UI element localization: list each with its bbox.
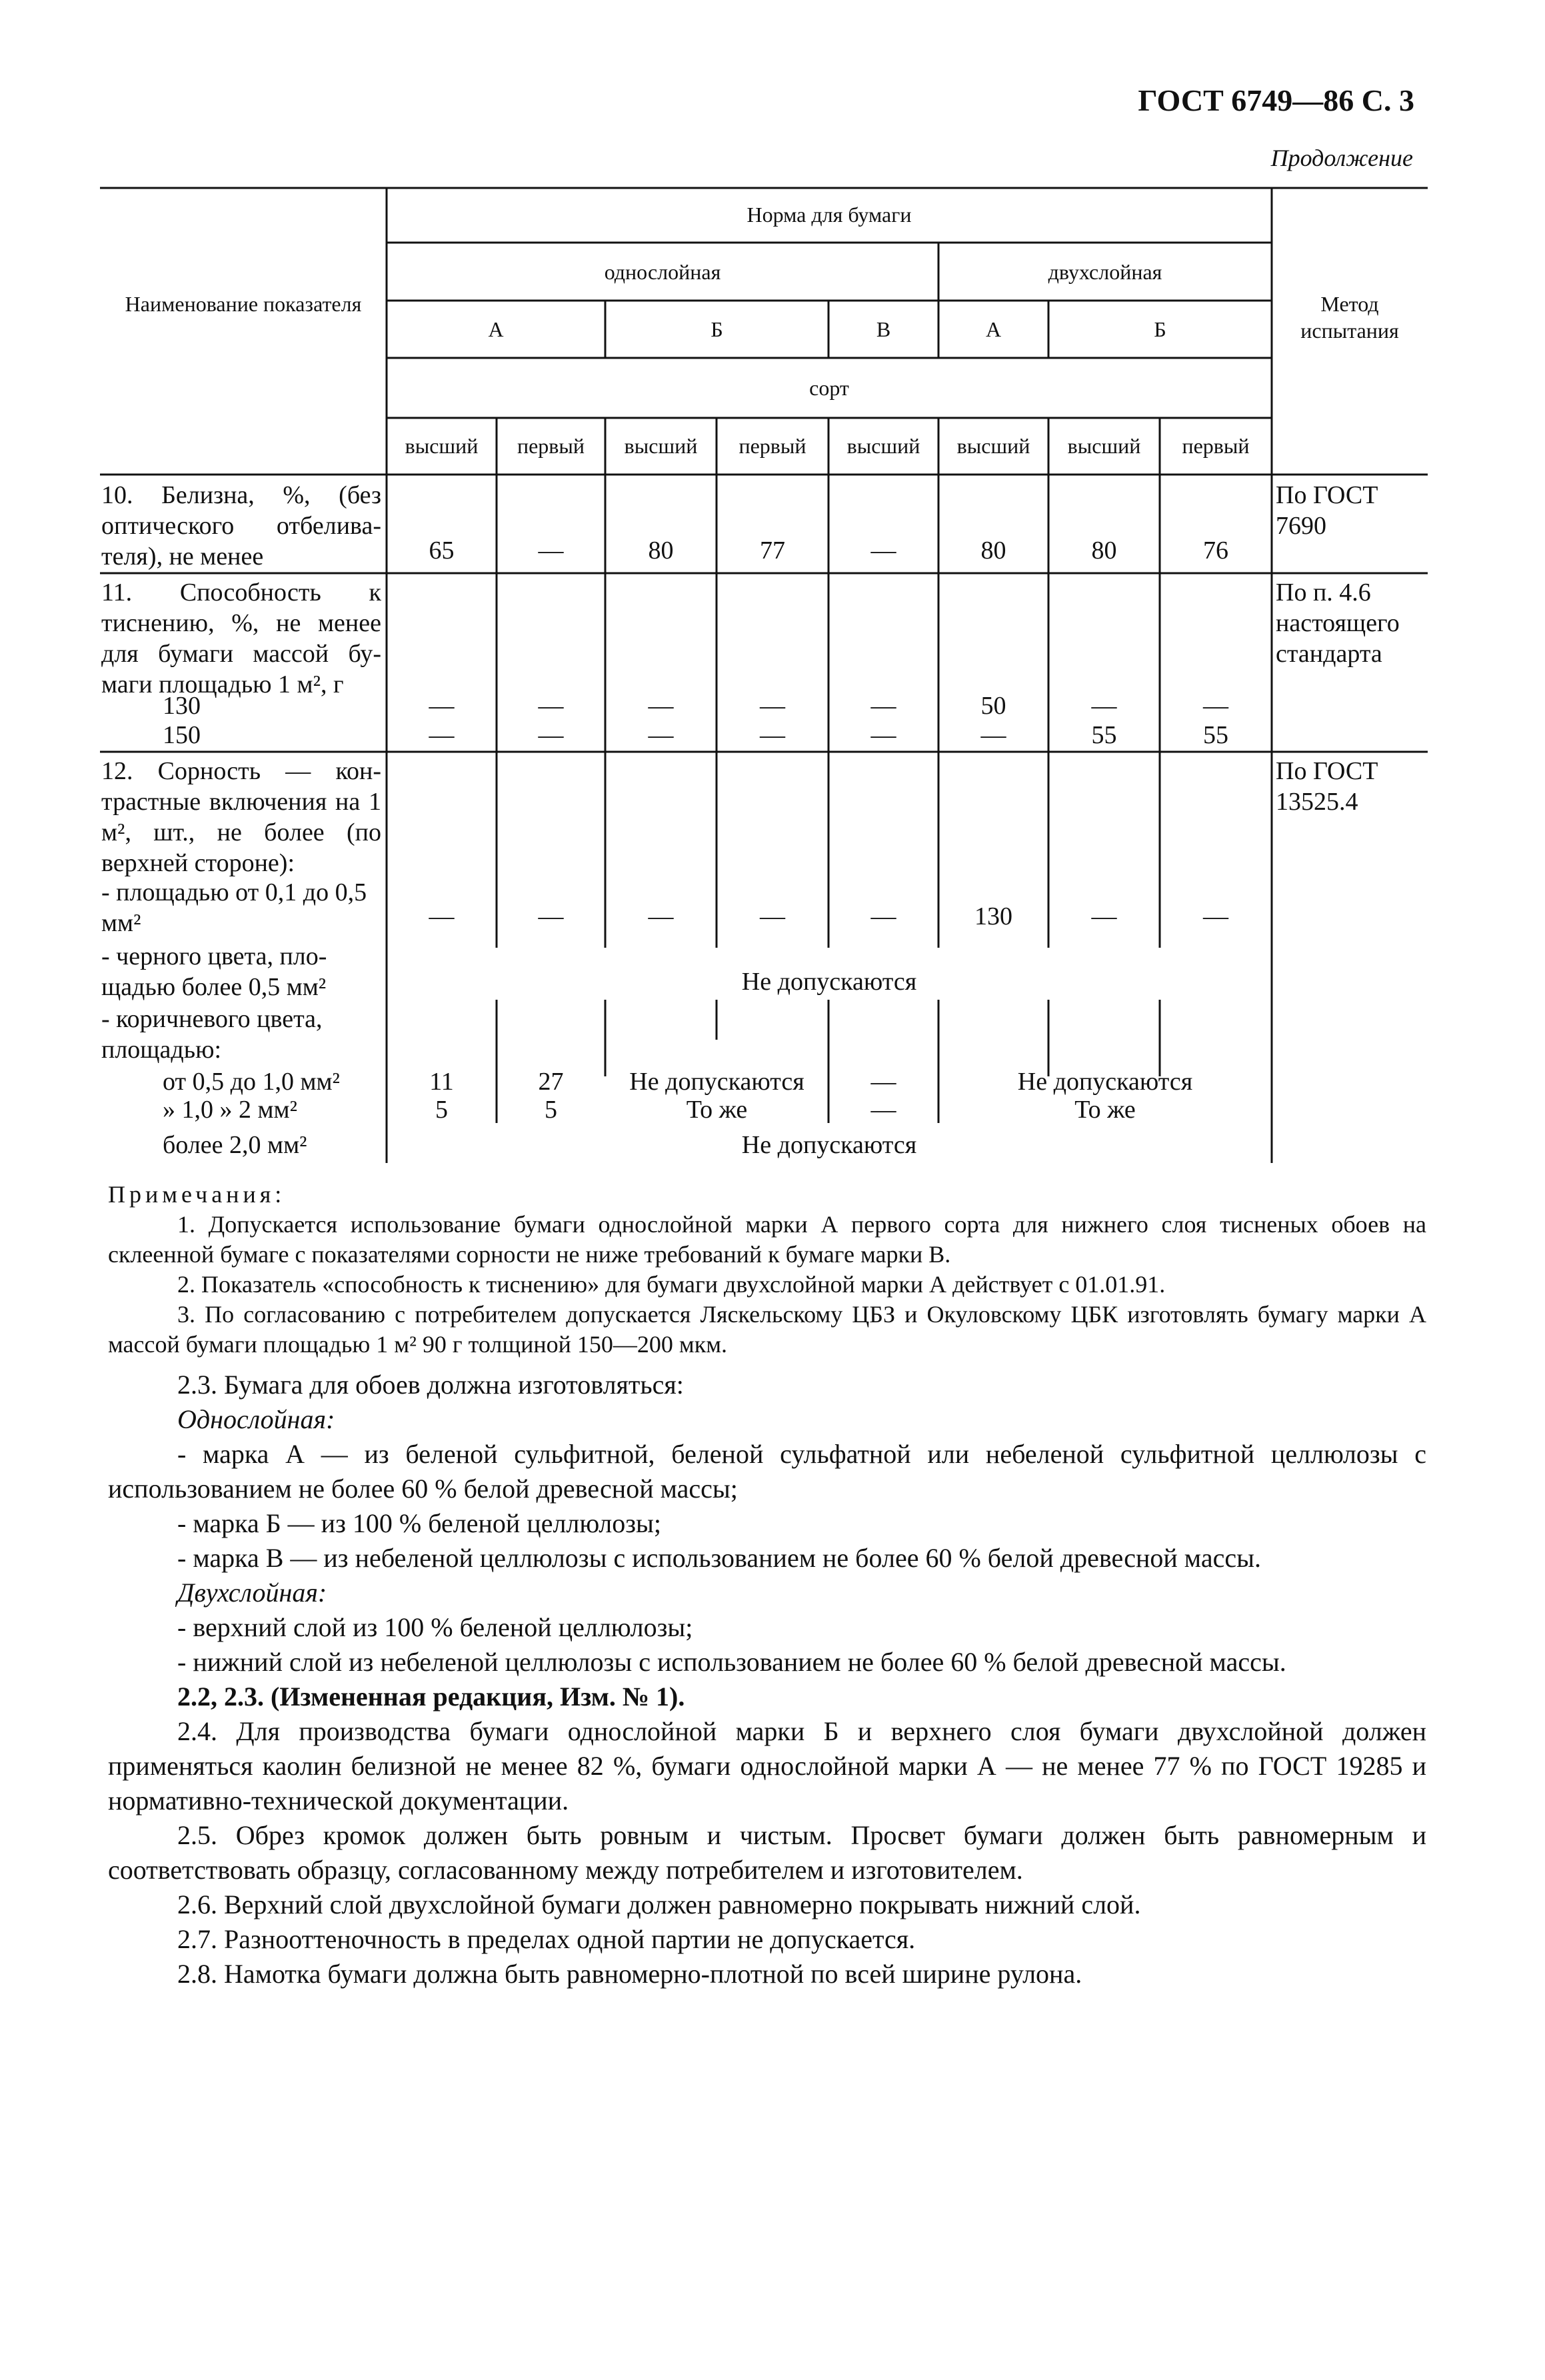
row12-c2-value: 5 (435, 1096, 448, 1124)
row12-c1-label: от 0,5 до 1,0 мм² (163, 1068, 340, 1096)
row12-method: По ГОСТ 13525.4 (1276, 757, 1378, 816)
clause-2-6: 2.6. Верхний слой двухслойной бумаги должен равномерно покрывать нижний слой. (177, 1889, 1141, 1919)
sort-3: высший (624, 434, 698, 458)
grade-double-b: Б (1154, 317, 1166, 341)
row12-c-label: - коричневого цвета, площадью: (101, 1005, 323, 1064)
sort-5: высший (846, 434, 920, 458)
header-double: двухслойная (1048, 260, 1162, 284)
header-single: однослойная (604, 260, 721, 284)
row11-weight-130: 130 (163, 692, 201, 720)
row10-name: 10. Белизна, %, (без оптического отбелива-теля), не менее (101, 481, 381, 571)
row11-130-value: — (648, 692, 674, 720)
header-name: Наименование показателя (125, 292, 362, 316)
grade-single-a: А (488, 317, 504, 341)
continuation-label: Продолжение (1270, 145, 1413, 171)
row12-c1-value: Не допускаются (1017, 1068, 1193, 1096)
row11-method: По п. 4.6 настоящего стандарта (1276, 579, 1400, 668)
row11-150-value: — (870, 721, 896, 749)
row12-a-value: — (429, 902, 455, 930)
row10-method: По ГОСТ 7690 (1276, 481, 1378, 540)
row12-b-value: Не допускаются (741, 968, 917, 996)
clause-2-8: 2.8. Намотка бумаги должна быть равномерно-плотной по всей ширине рулона. (177, 1959, 1082, 1989)
row10-value: 76 (1203, 537, 1228, 565)
row12-c1-value: 27 (538, 1068, 564, 1096)
row12-a-value: — (870, 902, 896, 930)
notes-block (108, 1180, 1426, 1360)
row10-value: 77 (760, 537, 785, 565)
grade-v-text: - марка В — из небеленой целлюлозы с использованием не более 60 % белой древесной массы. (177, 1543, 1261, 1573)
row10-value: 65 (429, 537, 455, 565)
row12-a-value: — (648, 902, 674, 930)
row12-c2-value: То же (686, 1096, 748, 1124)
row11-130-value: — (1091, 692, 1117, 720)
double-layer-heading: Двухслойная: (177, 1578, 327, 1608)
row11-150-value: 55 (1091, 721, 1117, 749)
row12-c3-value: Не допускаются (741, 1131, 917, 1159)
clause-2-4: 2.4. Для производства бумаги однослойной марки Б и верхнего слоя бумаги двухслойной должен применяться каолин белизной не менее 82 %, бумаги однослойной марки А — не менее 77 % по ГОСТ 19285 и нормативно-технической документации. (108, 1716, 1426, 1815)
row12-c2-value: То же (1074, 1096, 1136, 1124)
row11-130-value: — (1203, 692, 1228, 720)
note-2: 2. Показатель «способность к тиснению» для бумаги двухслойной марки А действует с 01.01.91. (177, 1271, 1166, 1298)
row12-c1-value: Не допускаются (629, 1068, 804, 1096)
row11-weight-150: 150 (163, 721, 201, 749)
row10-value: — (870, 537, 896, 565)
grade-double-a: А (985, 317, 1002, 341)
row12-a-value: 130 (974, 902, 1012, 930)
header-method: Метод испытания (1300, 292, 1399, 343)
row10-value: 80 (980, 537, 1006, 565)
row12-c1-value: — (870, 1068, 896, 1096)
row11-150-value: — (429, 721, 455, 749)
sort-7: высший (1067, 434, 1141, 458)
row12-c3-label: более 2,0 мм² (163, 1131, 307, 1159)
clause-2-7: 2.7. Разнооттеночность в пределах одной партии не допускается. (177, 1924, 916, 1954)
row11-130-value: — (760, 692, 785, 720)
row12-a-label: - площадью от 0,1 до 0,5 мм² (101, 878, 367, 937)
grade-a-text: - марка А — из беленой сульфитной, беленой сульфатной или небеленой сульфитной целлюлозы с использованием не более 60 % белой древесной массы; (108, 1439, 1426, 1504)
document-header: ГОСТ 6749—86 С. 3 (1138, 83, 1414, 117)
note-1: 1. Допускается использование бумаги однослойной марки А первого сорта для нижнего слоя тисненых обоев на склеенной бумаге с показателями сорности не ниже требований к бумаге марки В. (108, 1211, 1426, 1268)
top-layer-text: - верхний слой из 100 % беленой целлюлозы; (177, 1612, 693, 1642)
header-sort: сорт (809, 376, 849, 400)
sort-2: первый (517, 434, 585, 458)
note-3: 3. По согласованию с потребителем допускается Ляскельскому ЦБЗ и Окуловскому ЦБК изготовлять бумагу марки А массой бумаги площадью 1 м² 90 г толщиной 150—200 мкм. (108, 1301, 1426, 1358)
bottom-layer-text: - нижний слой из небеленой целлюлозы с использованием не более 60 % белой древесной массы. (177, 1647, 1286, 1677)
row12-c1-value: 11 (429, 1068, 454, 1096)
clause-2-3: 2.3. Бумага для обоев должна изготовляться: (177, 1370, 684, 1400)
row10-value: 80 (1091, 537, 1117, 565)
single-layer-heading: Однослойная: (177, 1404, 335, 1434)
row11-130-value: — (429, 692, 455, 720)
sort-6: высший (956, 434, 1030, 458)
grade-b-text: - марка Б — из 100 % беленой целлюлозы; (177, 1508, 662, 1538)
row11-150-value: — (760, 721, 785, 749)
row11-150-value: — (980, 721, 1006, 749)
grade-single-b: Б (711, 317, 723, 341)
row12-a-value: — (538, 902, 564, 930)
row11-150-value: — (538, 721, 564, 749)
row12-name: 12. Сорность — кон-трастные включения на 1 м², шт., не более (по верхней стороне): (101, 757, 381, 877)
grade-single-v: В (876, 317, 891, 341)
row11-150-value: 55 (1203, 721, 1228, 749)
row10-value: — (538, 537, 564, 565)
row12-a-value: — (760, 902, 785, 930)
sort-8: первый (1182, 434, 1250, 458)
header-norm: Норма для бумаги (747, 203, 912, 227)
revision-note: 2.2, 2.3. (Измененная редакция, Изм. № 1). (177, 1682, 685, 1712)
row11-130-value: — (870, 692, 896, 720)
notes-title: Примечания: (108, 1181, 286, 1208)
row11-130-value: 50 (980, 692, 1006, 720)
row11-name: 11. Способность к тиснению, %, не менее для бумаги массой бу-маги площадью 1 м², г (101, 579, 381, 698)
row11-150-value: — (648, 721, 674, 749)
clause-2-5: 2.5. Обрез кромок должен быть ровным и чистым. Просвет бумаги должен быть равномерным и соответствовать образцу, согласованному между потребителем и изготовителем. (108, 1820, 1426, 1885)
row12-a-value: — (1203, 902, 1228, 930)
body-text (108, 1368, 1426, 1991)
row11-130-value: — (538, 692, 564, 720)
row12-c2-value: 5 (545, 1096, 557, 1124)
row12-b-label: - черного цвета, пло-щадью более 0,5 мм² (101, 942, 327, 1001)
row12-c2-label: » 1,0 » 2 мм² (163, 1096, 297, 1124)
sort-1: высший (405, 434, 479, 458)
row10-value: 80 (648, 537, 674, 565)
sort-4: первый (739, 434, 806, 458)
row12-c2-value: — (870, 1096, 896, 1124)
row12-a-value: — (1091, 902, 1117, 930)
